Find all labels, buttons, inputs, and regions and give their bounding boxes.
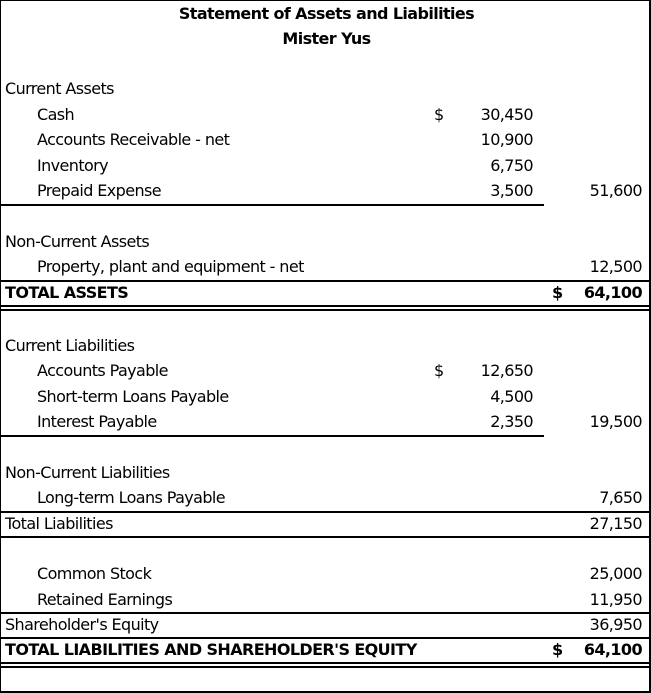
currency-symbol: $	[434, 105, 444, 124]
grand-total-label: TOTAL LIABILITIES AND SHAREHOLDER'S EQUITY	[5, 640, 417, 659]
currency-symbol: $	[552, 283, 563, 302]
line-item-amount: 12,650	[480, 361, 533, 380]
table-row	[1, 587, 651, 612]
current-assets-subtotal: 51,600	[589, 181, 642, 200]
line-item-label: Inventory	[37, 156, 109, 175]
line-item-amount: 2,350	[490, 412, 533, 431]
equity-total-row	[1, 612, 651, 637]
line-item-amount: 4,500	[490, 387, 533, 406]
equity-total-label: Shareholder's Equity	[5, 615, 159, 634]
title-row	[1, 1, 651, 26]
total-liabilities-row	[1, 511, 651, 536]
non-current-liabilities-heading-row	[1, 460, 651, 485]
line-item-amount: 3,500	[490, 181, 533, 200]
total-liabilities-label: Total Liabilities	[5, 514, 113, 533]
table-row	[1, 178, 651, 203]
divider	[1, 309, 651, 311]
line-item-label: Accounts Payable	[37, 361, 168, 380]
divider	[1, 536, 651, 538]
line-item-label: Short-term Loans Payable	[37, 387, 229, 406]
non-current-assets-heading: Non-Current Assets	[5, 232, 150, 251]
divider	[1, 662, 651, 664]
table-row	[1, 254, 651, 279]
subtitle-row	[1, 26, 651, 51]
grand-total-row	[1, 637, 651, 662]
line-item-label: Retained Earnings	[37, 590, 173, 609]
currency-symbol: $	[434, 361, 444, 380]
line-item-label: Common Stock	[37, 564, 152, 583]
line-item-total: 7,650	[599, 488, 642, 507]
table-row	[1, 485, 651, 510]
total-assets-amount: 64,100	[583, 283, 642, 302]
non-current-assets-heading-row	[1, 229, 651, 254]
total-assets-label: TOTAL ASSETS	[5, 283, 129, 302]
table-row	[1, 153, 651, 178]
equity-total-amount: 36,950	[589, 615, 642, 634]
table-row	[1, 358, 651, 383]
current-liabilities-heading-row	[1, 333, 651, 358]
currency-symbol: $	[552, 640, 563, 659]
line-item-label: Accounts Receivable - net	[37, 130, 230, 149]
divider	[1, 204, 544, 206]
line-item-total: 11,950	[589, 590, 642, 609]
table-row	[1, 102, 651, 127]
line-item-label: Property, plant and equipment - net	[37, 257, 304, 276]
line-item-amount: 30,450	[480, 105, 533, 124]
current-assets-heading-row	[1, 76, 651, 101]
statement-title: Statement of Assets and Liabilities	[178, 4, 475, 23]
divider	[1, 666, 651, 668]
table-row	[1, 561, 651, 586]
line-item-label: Prepaid Expense	[37, 181, 161, 200]
total-liabilities-amount: 27,150	[589, 514, 642, 533]
divider	[1, 305, 651, 307]
line-item-label: Long-term Loans Payable	[37, 488, 226, 507]
current-liabilities-subtotal: 19,500	[589, 412, 642, 431]
table-row	[1, 384, 651, 409]
current-liabilities-heading: Current Liabilities	[5, 336, 135, 355]
line-item-label: Interest Payable	[37, 412, 157, 431]
divider	[1, 435, 544, 437]
line-item-label: Cash	[37, 105, 75, 124]
table-row	[1, 127, 651, 152]
line-item-total: 25,000	[589, 564, 642, 583]
table-row	[1, 409, 651, 434]
line-item-amount: 6,750	[490, 156, 533, 175]
grand-total-amount: 64,100	[583, 640, 642, 659]
line-item-amount: 10,900	[480, 130, 533, 149]
total-assets-row	[1, 280, 651, 305]
current-assets-heading: Current Assets	[5, 79, 114, 98]
statement-subtitle: Mister Yus	[282, 29, 371, 48]
line-item-total: 12,500	[589, 257, 642, 276]
non-current-liabilities-heading: Non-Current Liabilities	[5, 463, 170, 482]
